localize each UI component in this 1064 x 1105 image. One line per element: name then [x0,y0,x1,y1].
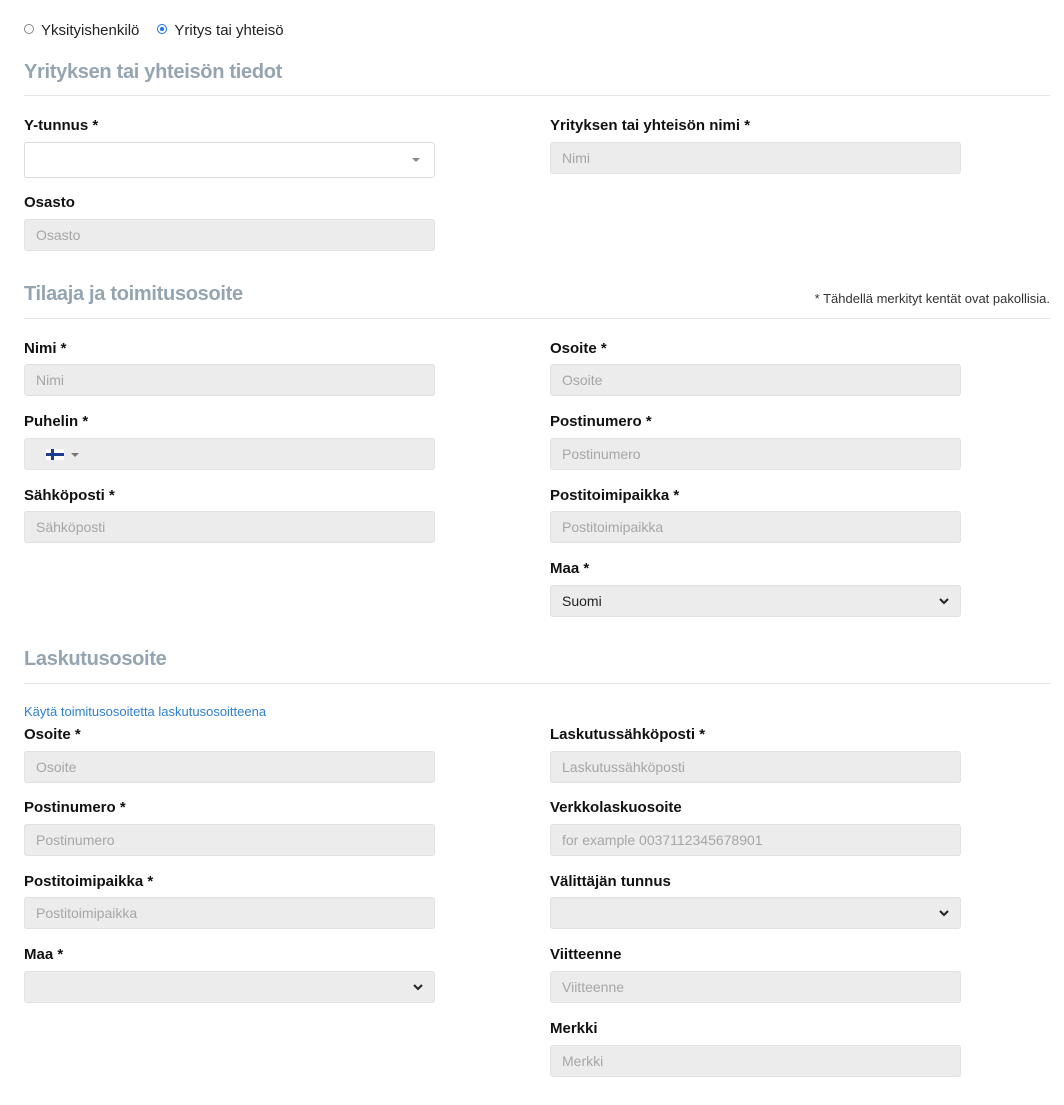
radio-company-label[interactable]: Yritys tai yhteisö [174,22,284,39]
billing-section-title: Laskutusosoite [24,648,167,670]
business-id-select[interactable] [24,142,435,178]
department-input[interactable] [24,219,435,251]
operator-id-label: Välittäjän tunnus [550,873,671,890]
billing-email-label: Laskutussähköposti * [550,726,706,743]
company-name-label: Yrityksen tai yhteisön nimi * [550,117,751,134]
business-id-label: Y-tunnus * [24,117,99,134]
mark-label: Merkki [550,1020,598,1037]
chevron-down-icon [412,981,424,993]
shipping-postal-code-input[interactable] [550,438,961,470]
customer-type-group [24,22,302,39]
shipping-country-value: Suomi [562,593,602,609]
reference-input[interactable] [550,971,961,1003]
section-divider [24,318,1050,319]
reference-label: Viitteenne [550,946,622,963]
shipping-name-input[interactable] [24,364,435,396]
shipping-address-label: Osoite * [550,340,607,357]
shipping-country-label: Maa * [550,560,590,577]
country-code-caret-icon[interactable] [71,453,79,457]
section-divider [24,683,1050,684]
company-section-title: Yrityksen tai yhteisön tiedot [24,61,283,83]
finland-flag-icon[interactable] [46,449,64,460]
chevron-down-icon [938,595,950,607]
chevron-down-icon [938,907,950,919]
section-divider [24,95,1050,96]
billing-country-select[interactable] [24,971,435,1003]
phone-label: Puhelin * [24,413,89,430]
billing-city-input[interactable] [24,897,435,929]
email-label: Sähköposti * [24,487,115,504]
billing-city-label: Postitoimipaikka * [24,873,154,890]
shipping-name-label: Nimi * [24,340,67,357]
shipping-country-select[interactable] [550,585,961,617]
shipping-city-input[interactable] [550,511,961,543]
billing-address-input[interactable] [24,751,435,783]
shipping-city-label: Postitoimipaikka * [550,487,680,504]
einvoice-address-label: Verkkolaskuosoite [550,799,682,816]
radio-company[interactable] [157,24,167,34]
email-input[interactable] [24,511,435,543]
billing-address-label: Osoite * [24,726,81,743]
phone-input[interactable] [24,438,435,470]
radio-private-person[interactable] [24,24,34,34]
mark-input[interactable] [550,1045,961,1077]
billing-country-label: Maa * [24,946,64,963]
billing-postal-code-label: Postinumero * [24,799,126,816]
company-name-input[interactable] [550,142,961,174]
department-label: Osasto [24,194,75,211]
shipping-section-title: Tilaaja ja toimitusosoite [24,283,243,305]
operator-id-select[interactable] [550,897,961,929]
required-fields-note: * Tähdellä merkityt kentät ovat pakollisia. [814,291,1050,306]
einvoice-address-input[interactable] [550,824,961,856]
shipping-address-input[interactable] [550,364,961,396]
radio-private-person-label[interactable]: Yksityishenkilö [41,22,140,39]
shipping-postal-code-label: Postinumero * [550,413,652,430]
caret-down-icon [412,158,420,162]
billing-email-input[interactable] [550,751,961,783]
billing-postal-code-input[interactable] [24,824,435,856]
use-shipping-address-link[interactable]: Käytä toimitusosoitetta laskutusosoitteena [24,704,267,719]
